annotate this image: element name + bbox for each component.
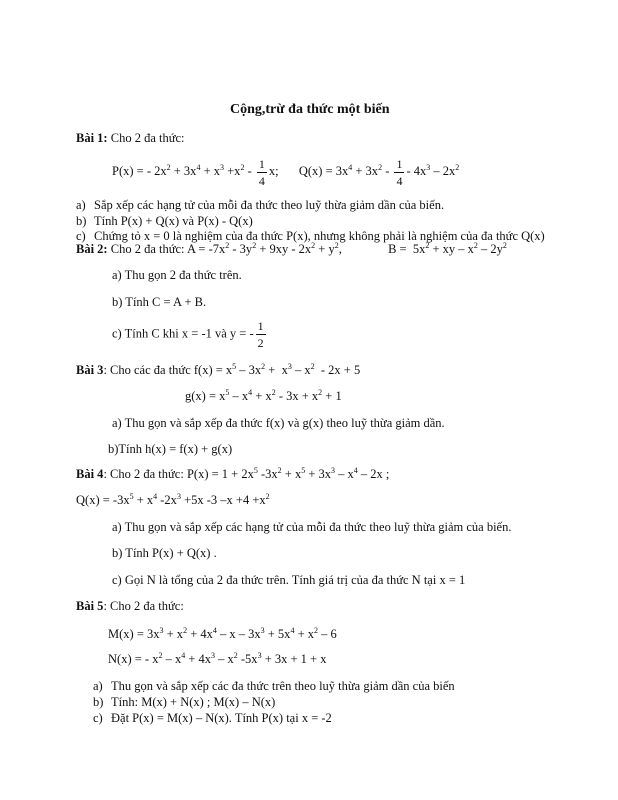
exercise-3-intro: : Cho các đa thức bbox=[103, 363, 191, 377]
polynomial-b: $B = 5x^2$ + xy – $x^2 - 2y^2$ bbox=[388, 241, 507, 256]
exercise-3-label: Bài 3 bbox=[76, 363, 104, 377]
exercise-2-item-a: a) Thu gọn 2 đa thức trên. bbox=[112, 268, 242, 282]
exercise-5-heading bbox=[76, 599, 184, 614]
exercise-5-intro: : Cho 2 đa thức: bbox=[103, 599, 184, 613]
exercise-4-item-b: b) Tính P(x) + Q(x) . bbox=[112, 546, 217, 560]
exercise-1-intro: Cho 2 đa thức: bbox=[110, 131, 185, 145]
exercise-3-item-a: a) Thu gọn và sắp xếp đa thức f(x) và g(x) theo luỹ thừa giảm dần. bbox=[112, 416, 445, 430]
exercise-1-item-a: a) Sắp xếp các hạng tử của mỗi đa thức theo luỹ thừa giảm dần của biến. bbox=[76, 198, 445, 212]
exercise-2-label: Bài 2: bbox=[76, 242, 108, 256]
exercise-1-item-b: b) Tính P(x) + Q(x) và P(x) - Q(x) bbox=[76, 214, 253, 228]
fraction-one-half: $\frac{1}{2}$ bbox=[257, 319, 264, 350]
exercise-2-item-b: b) Tính C = A + B. bbox=[112, 295, 207, 309]
exercise-2-heading bbox=[76, 242, 507, 257]
exercise-2-item-c: c) Tính C khi x = -1 và y = - $\frac{1}{2}$ bbox=[112, 319, 264, 350]
exercise-1-label: Bài 1: bbox=[76, 131, 108, 145]
exercise-5-item-c: c) Đặt P(x) = M(x) – N(x). Tính P(x) tại x = -2 bbox=[93, 711, 332, 725]
exercise-3-heading bbox=[76, 363, 360, 378]
exercise-5-item-a: a) Thu gọn và sắp xếp các đa thức trên theo luỹ thừa giảm dần của biến bbox=[93, 679, 455, 693]
fraction-one-quarter: $\frac{1}{4}$ bbox=[258, 157, 265, 188]
fraction-one-quarter: $\frac{1}{4}$ bbox=[396, 157, 403, 188]
exercise-4-item-a: a) Thu gọn và sắp xếp các hạng tử của mỗi đa thức theo luỹ thừa giảm của biến. bbox=[112, 520, 512, 534]
exercise-4-intro: : Cho 2 đa thức: bbox=[103, 467, 184, 481]
page-title: Cộng,trừ đa thức một biến bbox=[230, 102, 390, 117]
polynomial-g: $g(x) = x^5 - x^4 + x^2 - 3x + x^2 + 1$ bbox=[185, 388, 342, 403]
polynomial-m: $M(x) = 3x^3 + x^2 + 4x^4 - x - 3x^3 + 5x^4 + x^2 - 6$ bbox=[108, 626, 337, 641]
exercise-3-item-b: b)Tính h(x) = f(x) + g(x) bbox=[108, 442, 233, 456]
exercise-1-heading bbox=[76, 131, 185, 146]
exercise-1-item-c: c) Chứng tỏ x = 0 là nghiệm của đa thức P(x), nhưng không phải là nghiệm của đa thức Q(x) bbox=[76, 229, 545, 243]
exercise-1-polynomials bbox=[112, 158, 459, 187]
exercise-4-item-c: c) Gọi N là tổng của 2 đa thức trên. Tính giá trị của đa thức N tại x = 1 bbox=[112, 573, 466, 587]
polynomial-p4: $P(x) = 1 + 2x^5$ $-3x^2 + x^5 + 3x^3 - x^4 - 2x$ ; bbox=[186, 466, 390, 481]
polynomial-p: P(x) = - $2x^2 + 3x^4 + x^3 +x^2$ - $\frac{1}{4}$ x; bbox=[112, 157, 279, 188]
polynomial-f: $f(x) = x^5 - 3x^2 + x^3 - x^2 - 2x + 5$ bbox=[193, 362, 361, 377]
polynomial-q: $Q(x) = 3x^4 + 3x^2$ - $\frac{1}{4}$ - $4x^3 - 2x^2$ bbox=[298, 157, 460, 188]
polynomial-q4: $Q(x) = -3x^5 + x^4$ $-2x^3 +5x$ -3 $-x +4 +x^2$ bbox=[76, 492, 270, 507]
exercise-5-label: Bài 5 bbox=[76, 599, 104, 613]
polynomial-a: $A = -7x^2 - 3y^2 + 9xy - 2x^2 + y^2$, bbox=[186, 241, 342, 256]
exercise-4-heading bbox=[76, 467, 389, 482]
exercise-2-intro: Cho 2 đa thức: bbox=[110, 242, 185, 256]
exercise-4-label: Bài 4 bbox=[76, 467, 104, 481]
polynomial-n: N(x) = - $x^2 - x^4 + 4x^3 - x^2$ $-5x^3 + 3x + 1 + x$ bbox=[108, 651, 327, 666]
exercise-5-item-b: b) Tính: M(x) + N(x) ; M(x) – N(x) bbox=[93, 695, 276, 709]
